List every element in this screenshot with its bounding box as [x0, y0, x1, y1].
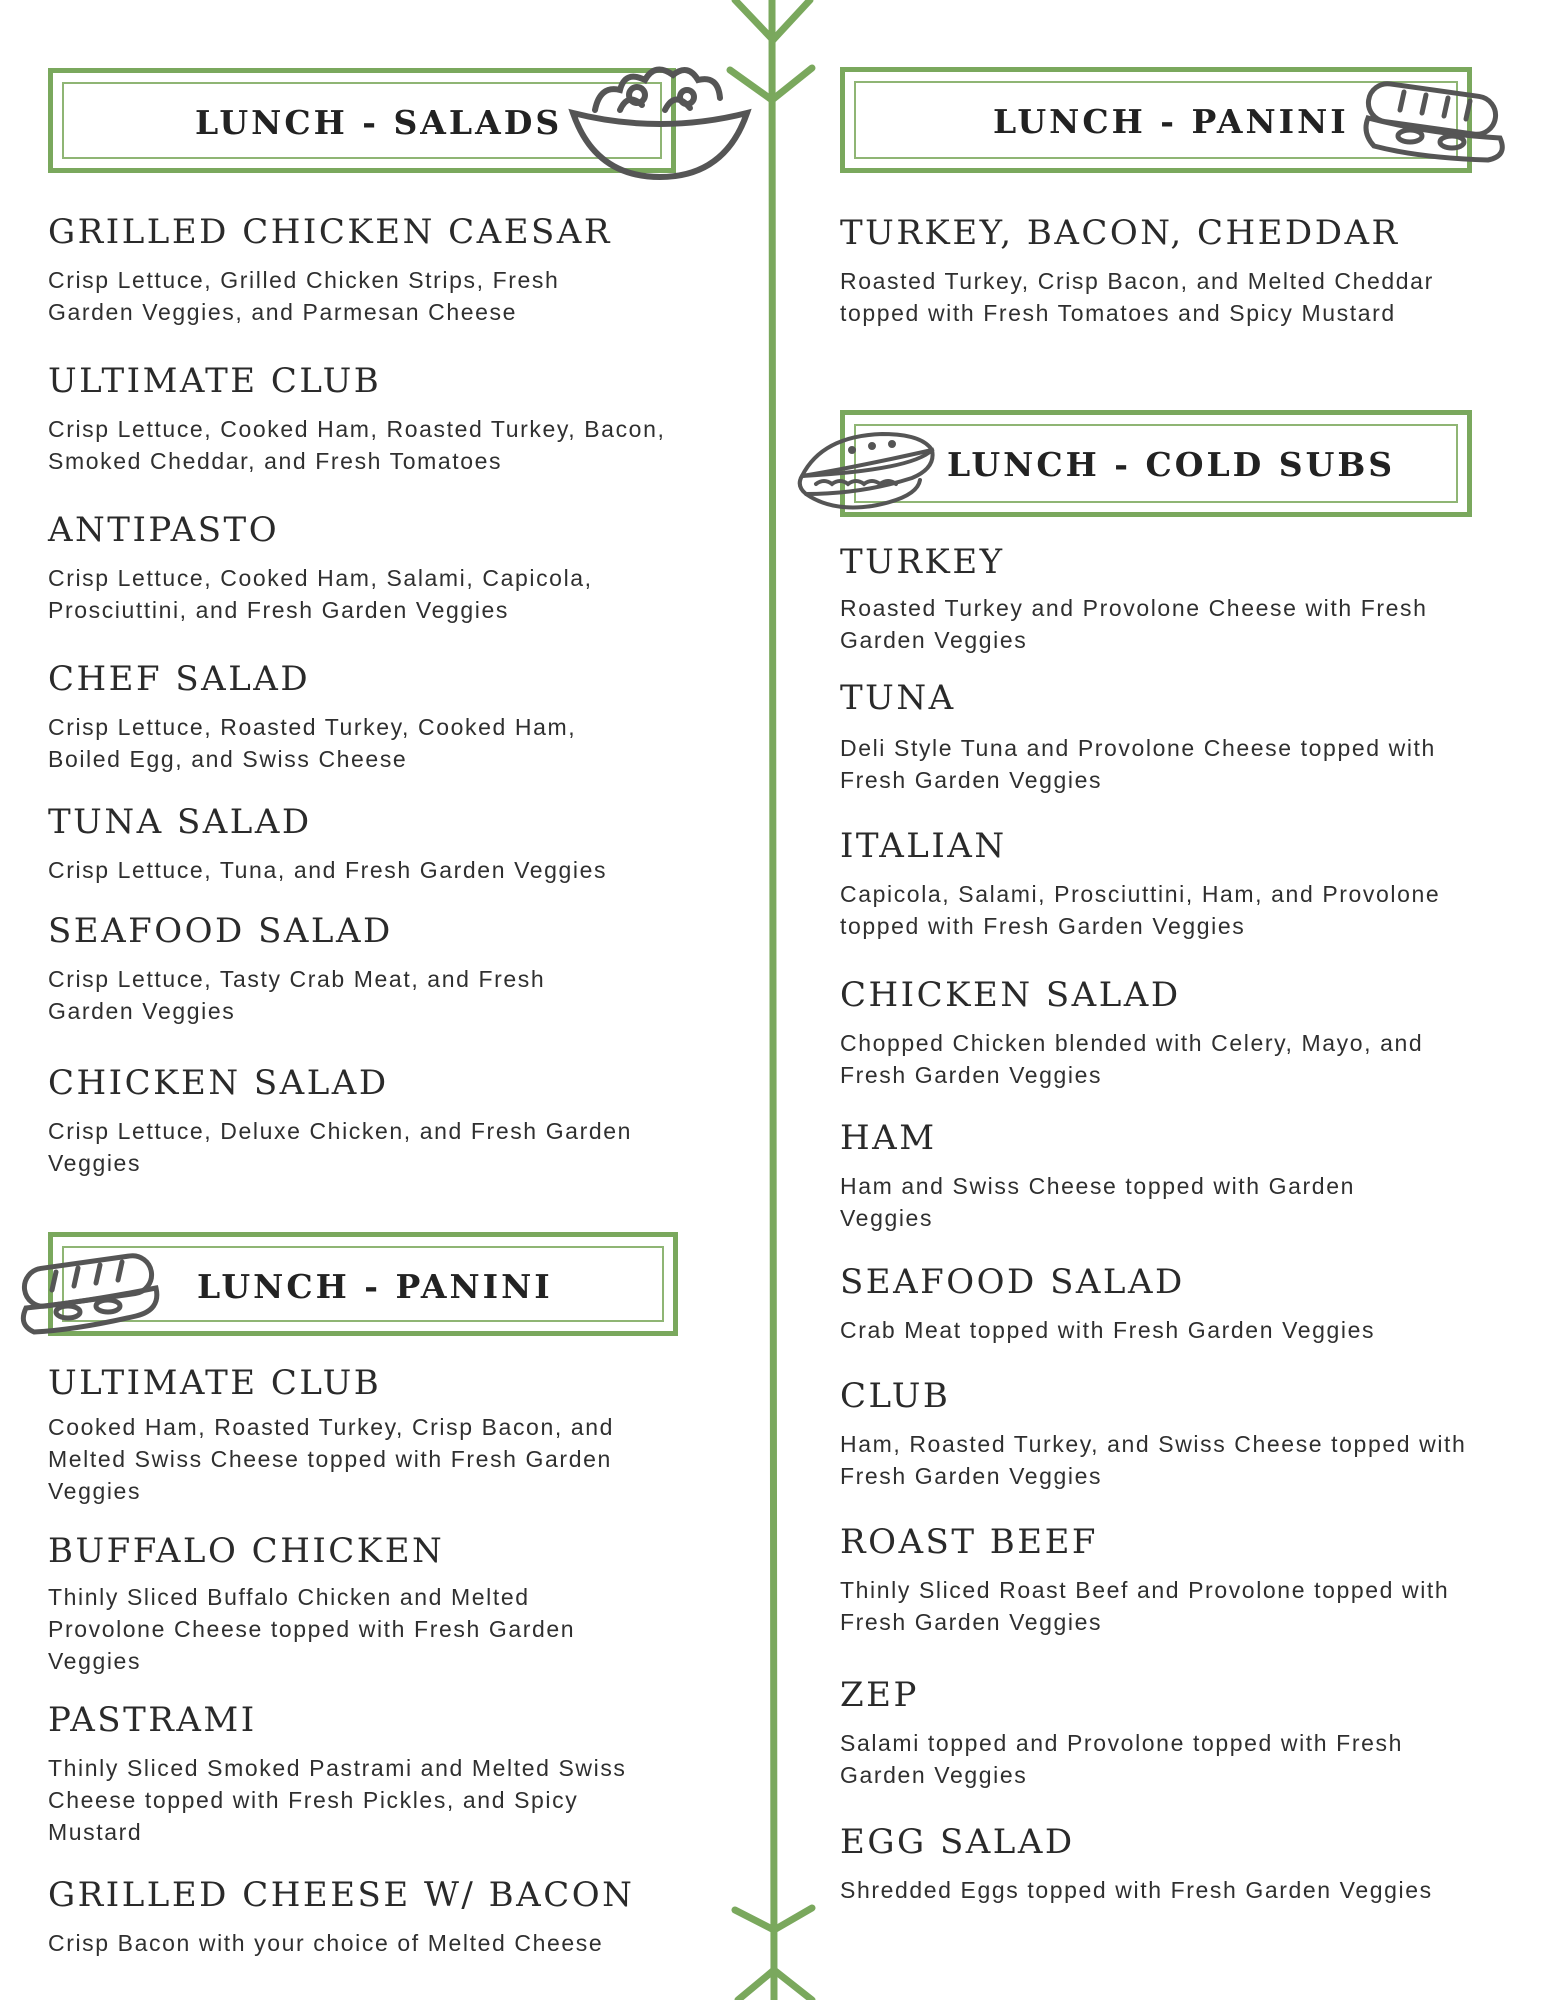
- panini-left-title: LUNCH - PANINI: [197, 1267, 553, 1306]
- item-name: ANTIPASTO: [48, 510, 280, 550]
- item-desc: Thinly Sliced Smoked Pastrami and Melted Swiss Cheese topped with Fresh Pickles, and Spicy Mustard: [48, 1755, 627, 1845]
- item-name: EGG SALAD: [840, 1822, 1075, 1862]
- item-desc: Crab Meat topped with Fresh Garden Veggies: [840, 1317, 1376, 1343]
- item-desc: Cooked Ham, Roasted Turkey, Crisp Bacon, and Melted Swiss Cheese topped with Fresh Garden Veggies: [48, 1414, 614, 1504]
- item-desc: Crisp Lettuce, Cooked Ham, Roasted Turkey, Bacon, Smoked Cheddar, and Fresh Tomatoes: [48, 416, 666, 474]
- item-name: ROAST BEEF: [840, 1522, 1099, 1562]
- list-item: [840, 1822, 1480, 1906]
- item-name: ULTIMATE CLUB: [48, 361, 382, 401]
- item-desc: Crisp Lettuce, Tasty Crab Meat, and Fresh Garden Veggies: [48, 966, 546, 1024]
- list-item: [840, 1262, 1470, 1346]
- list-item: [48, 659, 648, 775]
- list-item: [48, 361, 668, 477]
- item-name: ITALIAN: [840, 826, 1007, 866]
- list-item: [48, 1875, 688, 1959]
- item-name: TURKEY: [840, 542, 1005, 582]
- salads-title: LUNCH - SALADS: [195, 103, 563, 142]
- item-name: ZEP: [840, 1675, 919, 1715]
- item-desc: Roasted Turkey, Crisp Bacon, and Melted Cheddar topped with Fresh Tomatoes and Spicy Mustard: [840, 268, 1434, 326]
- item-desc: Thinly Sliced Roast Beef and Provolone topped with Fresh Garden Veggies: [840, 1577, 1450, 1635]
- item-name: BUFFALO CHICKEN: [48, 1531, 445, 1571]
- sub-sandwich-icon: [792, 428, 942, 518]
- item-desc: Thinly Sliced Buffalo Chicken and Melted Provolone Cheese topped with Fresh Garden Veggies: [48, 1584, 576, 1674]
- panini-right-title: LUNCH - PANINI: [993, 102, 1349, 141]
- item-name: SEAFOOD SALAD: [840, 1262, 1185, 1302]
- item-desc: Salami topped and Provolone topped with Fresh Garden Veggies: [840, 1730, 1403, 1788]
- item-name: CHICKEN SALAD: [48, 1063, 389, 1103]
- list-item: [840, 975, 1470, 1091]
- item-desc: Capicola, Salami, Prosciuttini, Ham, and Provolone topped with Fresh Garden Veggies: [840, 881, 1441, 939]
- list-item: [48, 802, 688, 886]
- list-item: [48, 510, 668, 626]
- item-name: TURKEY, BACON, CHEDDAR: [840, 213, 1400, 253]
- list-item: [48, 911, 618, 1027]
- item-name: HAM: [840, 1118, 937, 1158]
- item-desc: Crisp Lettuce, Grilled Chicken Strips, Fresh Garden Veggies, and Parmesan Cheese: [48, 267, 560, 325]
- list-item: [840, 826, 1470, 942]
- list-item: [840, 1376, 1470, 1492]
- list-item: [840, 1522, 1470, 1638]
- item-desc: Crisp Lettuce, Deluxe Chicken, and Fresh Garden Veggies: [48, 1118, 633, 1176]
- item-desc: Shredded Eggs topped with Fresh Garden Veggies: [840, 1877, 1433, 1903]
- item-name: PASTRAMI: [48, 1700, 257, 1740]
- list-item: [840, 678, 1440, 796]
- item-name: ULTIMATE CLUB: [48, 1363, 382, 1403]
- list-item: [840, 213, 1470, 329]
- panini-sandwich-icon: [16, 1250, 166, 1340]
- item-name: CHICKEN SALAD: [840, 975, 1181, 1015]
- item-desc: Deli Style Tuna and Provolone Cheese topped with Fresh Garden Veggies: [840, 735, 1436, 793]
- item-desc: Ham, Roasted Turkey, and Swiss Cheese topped with Fresh Garden Veggies: [840, 1431, 1467, 1489]
- item-desc: Roasted Turkey and Provolone Cheese with Fresh Garden Veggies: [840, 595, 1428, 653]
- list-item: [840, 542, 1470, 656]
- item-name: GRILLED CHICKEN CAESAR: [48, 212, 612, 252]
- item-desc: Ham and Swiss Cheese topped with Garden Veggies: [840, 1173, 1355, 1231]
- panini-sandwich-icon: [1360, 78, 1510, 168]
- item-desc: Crisp Lettuce, Roasted Turkey, Cooked Ham, Boiled Egg, and Swiss Cheese: [48, 714, 577, 772]
- item-name: CHEF SALAD: [48, 659, 311, 699]
- list-item: [48, 1700, 678, 1848]
- cold-subs-title: LUNCH - COLD SUBS: [947, 445, 1396, 484]
- item-desc: Crisp Bacon with your choice of Melted Cheese: [48, 1930, 604, 1956]
- item-desc: Chopped Chicken blended with Celery, Mayo, and Fresh Garden Veggies: [840, 1030, 1424, 1088]
- item-desc: Crisp Lettuce, Tuna, and Fresh Garden Veggies: [48, 857, 608, 883]
- list-item: [840, 1675, 1470, 1791]
- list-item: [48, 212, 612, 328]
- item-name: TUNA: [840, 678, 956, 718]
- list-item: [48, 1063, 688, 1179]
- item-name: GRILLED CHEESE W/ BACON: [48, 1875, 635, 1915]
- item-name: TUNA SALAD: [48, 802, 312, 842]
- item-desc: Crisp Lettuce, Cooked Ham, Salami, Capicola, Prosciuttini, and Fresh Garden Veggies: [48, 565, 593, 623]
- list-item: [840, 1118, 1420, 1234]
- list-item: [48, 1531, 638, 1677]
- item-name: CLUB: [840, 1376, 951, 1416]
- salad-bowl-icon: [565, 55, 755, 185]
- list-item: [48, 1363, 668, 1507]
- item-name: SEAFOOD SALAD: [48, 911, 393, 951]
